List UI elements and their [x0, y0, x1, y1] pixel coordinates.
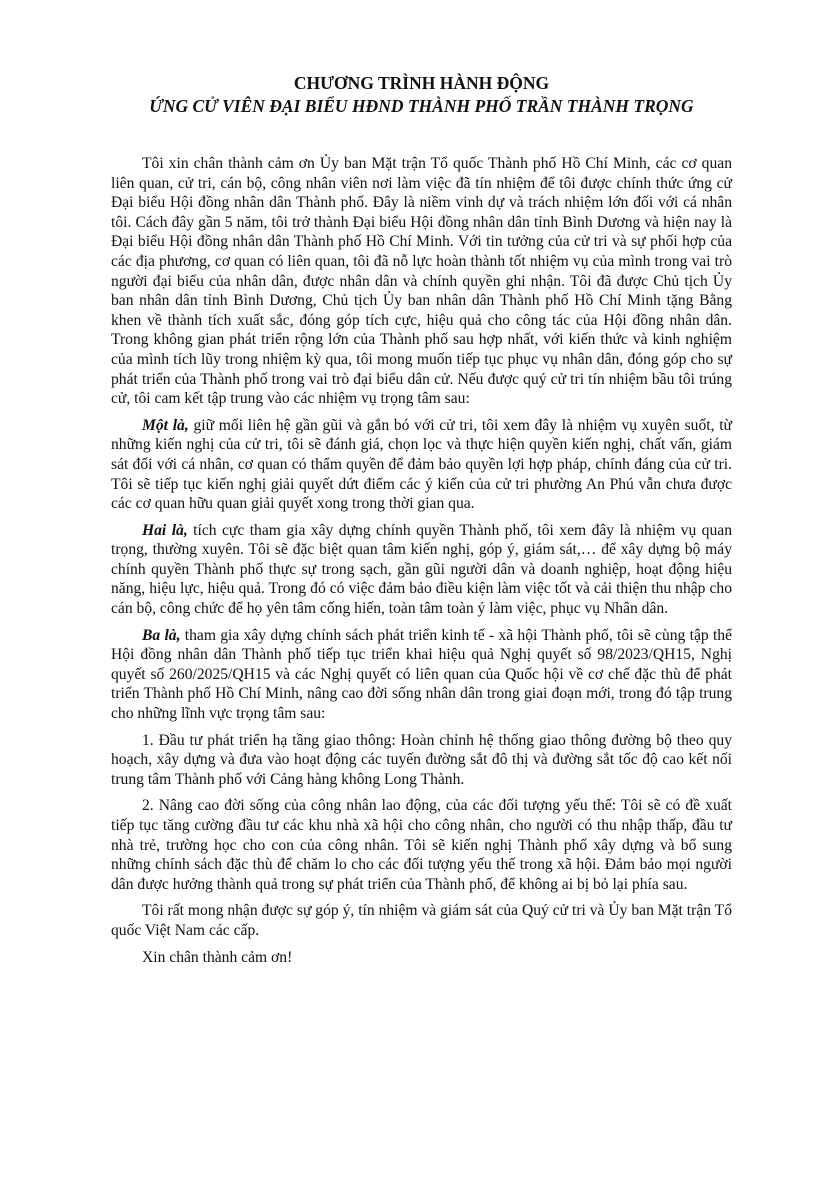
document-title: CHƯƠNG TRÌNH HÀNH ĐỘNG	[293, 73, 550, 93]
focus-item-2: 2. Nâng cao đời sống của công nhân lao động, của các đối tượng yếu thế: Tôi sẽ có đề xuất tiếp tục tăng cường đầu tư các khu nhà xã hội cho công nhân, cho người có thu nhập thấp, đầu tư nhà trẻ, trường học cho con của công nhân. Tôi sẽ kiến nghị Thành phố xây dựng và bổ sung những chính sách đặc thù để chăm lo cho các đối tượng yếu thế trong xã hội. Đảm bảo mọi người dân được hưởng thành quả trong sự phát triển của Thành phố, để không ai bị bỏ lại phía sau.	[111, 797, 732, 893]
point-three-lead: Ba là,	[142, 626, 181, 644]
point-two-text: tích cực tham gia xây dựng chính quyền Thành phố, tôi xem đây là nhiệm vụ quan trọng, thường xuyên. Tôi sẽ đặc biệt quan tâm kiến nghị, góp ý, giám sát,… để xây dựng bộ máy chính quyền Thành phố thực sự trong sạch, gần gũi người dân và doanh nghiệp, hoạt động hiệu năng, hiệu lực, hiệu quả. Trong đó có việc đảm bảo điều kiện làm việc tốt và cải thiện thu nhập cho cán bộ, công chức để họ yên tâm cống hiến, toàn tâm toàn ý làm việc, phục vụ Nhân dân.	[111, 521, 732, 618]
point-two-paragraph	[111, 521, 732, 619]
point-two-lead: Hai là,	[142, 521, 188, 539]
point-one-paragraph	[111, 416, 732, 514]
point-three-text: tham gia xây dựng chính sách phát triển kinh tế - xã hội Thành phố, tôi sẽ cùng tập thể Hội đồng nhân dân Thành phố tiếp tục triển khai hiệu quả Nghị quyết số 98/2023/QH15, Nghị quyết số 260/2025/QH15 và các Nghị quyết có liên quan của Quốc hội về cơ chế đặc thù để phát triển Thành phố Hồ Chí Minh, nâng cao đời sống nhân dân trong giai đoạn mới, trong đó tập trung cho những lĩnh vực trọng tâm sau:	[111, 626, 733, 723]
document-subtitle: ỨNG CỬ VIÊN ĐẠI BIỂU HĐND THÀNH PHỐ TRẦN THÀNH TRỌNG	[149, 96, 694, 116]
point-one-text: giữ mối liên hệ gần gũi và gắn bó với cử tri, tôi xem đây là nhiệm vụ xuyên suốt, từ những kiến nghị của cử tri, tôi sẽ đánh giá, chọn lọc và thực hiện quyền kiến nghị, chất vấn, giám sát đối với cá nhân, cơ quan có thẩm quyền để đảm bảo quyền lợi hợp pháp, chính đáng của cử tri. Tôi sẽ tiếp tục kiến nghị giải quyết dứt điểm các ý kiến của cử tri phường An Phú vẫn chưa được các cơ quan hữu quan giải quyết xong trong thời gian qua.	[111, 416, 733, 513]
point-three-paragraph	[111, 626, 732, 724]
focus-item-1: 1. Đầu tư phát triển hạ tầng giao thông: Hoàn chỉnh hệ thống giao thông đường bộ theo quy hoạch, xây dựng và đưa vào hoạt động các tuyến đường sắt đô thị và đường sắt tốc độ cao kết nối trung tâm Thành phố với Cảng hàng không Long Thành.	[111, 731, 732, 788]
closing-thanks: Xin chân thành cảm ơn!	[142, 948, 293, 966]
point-one-lead: Một là,	[142, 416, 189, 434]
request-paragraph: Tôi rất mong nhận được sự góp ý, tín nhiệm và giám sát của Quý cử tri và Ủy ban Mặt trận Tổ quốc Việt Nam các cấp.	[111, 902, 732, 939]
intro-paragraph: Tôi xin chân thành cảm ơn Ủy ban Mặt trận Tổ quốc Thành phố Hồ Chí Minh, các cơ quan liên quan, cử tri, cán bộ, công nhân viên nơi làm việc đã tín nhiệm để tôi được chính thức ứng cử Đại biểu Hội đồng nhân dân Thành phố. Đây là niềm vinh dự và trách nhiệm lớn đối với cá nhân tôi. Cách đây gần 5 năm, tôi trở thành Đại biểu Hội đồng nhân dân tỉnh Bình Dương và hiện nay là Đại biểu Hội đồng nhân dân Thành phố Hồ Chí Minh. Với tin tưởng của cử tri và sự phối hợp của các địa phương, cơ quan có liên quan, tôi đã nỗ lực hoàn thành tốt nhiệm vụ của mình trong vai trò người đại biểu của nhân dân, được nhân dân và chính quyền ghi nhận. Tôi đã được Chủ tịch Ủy ban nhân dân tỉnh Bình Dương, Chủ tịch Ủy ban nhân dân Thành phố Hồ Chí Minh tặng Bằng khen về thành tích xuất sắc, đóng góp tích cực, hiệu quả cho công tác của Hội đồng nhân dân. Trong không gian phát triển rộng lớn của Thành phố sau hợp nhất, với kiến thức và kinh nghiệm của mình tích lũy trong nhiệm kỳ qua, tôi mong muốn tiếp tục phục vụ nhân dân, đóng góp cho sự phát triển của Thành phố trong vai trò đại biểu dân cử. Nếu được quý cử tri tín nhiệm bầu tôi trúng cử, tôi cam kết tập trung vào các nhiệm vụ trọng tâm sau:	[111, 155, 732, 408]
title-block	[111, 72, 732, 118]
